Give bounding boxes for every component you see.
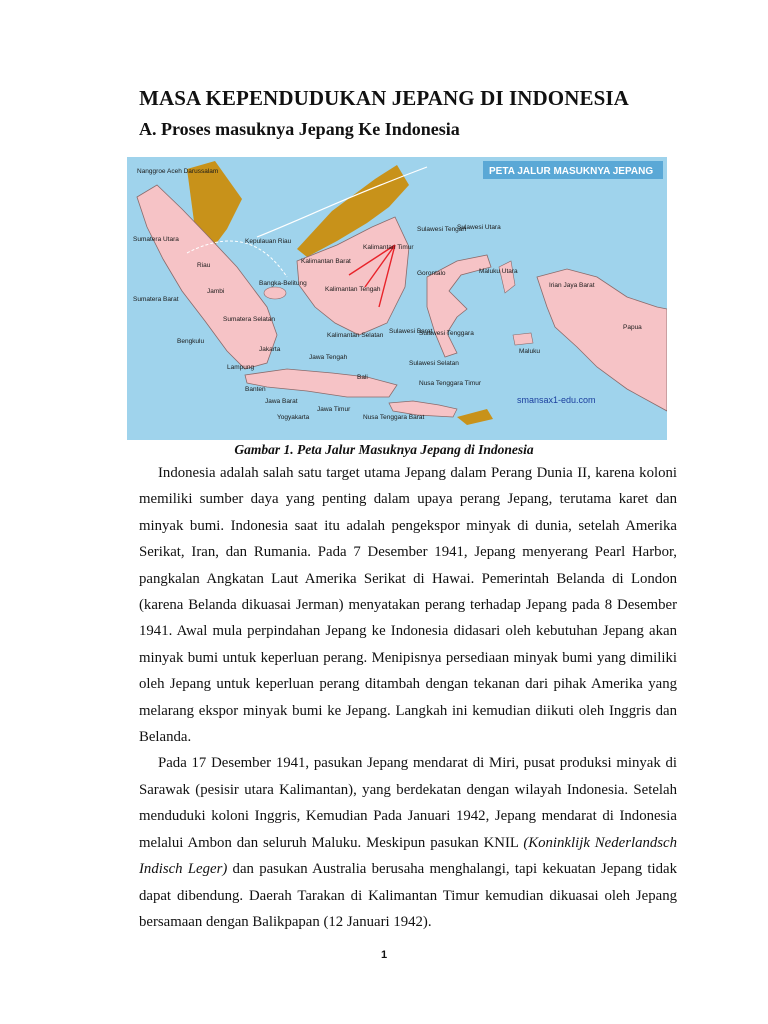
- label-sulbar: Sulawesi Barat: [389, 328, 433, 335]
- paragraph-1: Indonesia adalah salah satu target utama Jepang dalam Perang Dunia II, karena koloni memiliki sumber daya yang penting dalam upaya perang Jepang, terutama karet dan minyak bumi. Indonesia saat itu adalah pengekspor minyak di dunia, setelah Amerika Serikat, Iran, dan Rumania. Pada 7 Desember 1941, Jepang menyerang Pearl Harbor, pangkalan Angkatan Laut Amerika Serikat di Hawai. Pemerintah Belanda di London (karena Belanda dikuasai Jerman) menyatakan perang terhadap Jepang pada 8 Desember 1941. Awal mula perpindahan Jepang ke Indonesia didasari oleh kebutuhan Jepang akan minyak bumi untuk keperluan perang. Menipisnya persediaan minyak bumi yang dimiliki oleh Jepang untuk keperluan perang ditambah dengan tekanan dari pihak Amerika yang melarang ekspor minyak bumi ke Jepang. Langkah ini kemudian diikuti oleh Inggris dan Belanda.: [139, 465, 677, 746]
- label-lampung: Lampung: [227, 364, 255, 371]
- label-kalsel: Kalimantan Selatan: [327, 332, 384, 339]
- section-heading: A. Proses masuknya Jepang Ke Indonesia: [139, 119, 460, 139]
- paragraph-2: [139, 750, 677, 935]
- seram: [513, 333, 533, 345]
- label-banten: Banten: [245, 386, 266, 393]
- label-aceh: Nanggroe Aceh Darussalam: [137, 168, 219, 175]
- label-yogya: Yogyakarta: [277, 414, 310, 421]
- label-jateng: Jawa Tengah: [309, 354, 348, 361]
- map-title: PETA JALUR MASUKNYA JEPANG: [489, 166, 654, 177]
- label-jambi: Jambi: [207, 288, 225, 295]
- label-kalbar: Kalimantan Barat: [301, 258, 351, 265]
- body-text: [139, 460, 677, 935]
- label-ntt: Nusa Tenggara Timur: [419, 380, 482, 387]
- paragraph-2-text-end: dan pasukan Australia berusaha menghalangi, tapi kekuatan Jepang tidak dapat dibendung. Daerah Tarakan di Kalimantan Timur kemudian dikuasai oleh Jepang bersamaan dengan Balikpapan (12 Januari 1942).: [139, 861, 677, 930]
- map-watermark: smansax1-edu.com: [517, 395, 596, 405]
- label-sumut: Sumatera Utara: [133, 236, 179, 243]
- paragraph-2-italic: (Koninklijk Nederlandsch Indisch Leger): [139, 834, 677, 878]
- bangka: [264, 287, 286, 299]
- label-jakarta: Jakarta: [259, 346, 281, 353]
- figure-caption: Gambar 1. Peta Jalur Masuknya Jepang di Indonesia: [234, 442, 534, 457]
- paragraph-2-text: Pada 17 Desember 1941, pasukan Jepang mendarat di Miri, pusat produksi minyak di Sarawak (pesisir utara Kalimantan), yang berdekatan dengan wilayah Indonesia. Setelah menduduki koloni Inggris, Kemudian Pada Januari 1942, Jepang mendarat di Indonesia melalui Ambon dan seluruh Maluku. Meskipun pasukan KNIL: [139, 755, 677, 851]
- label-sulteng: Sulawesi Tengah: [417, 226, 467, 233]
- label-sultra: Sulawesi Tenggara: [419, 330, 474, 337]
- indonesia-map: [127, 157, 667, 440]
- document-title: MASA KEPENDUDUKAN JEPANG DI INDONESIA: [139, 86, 629, 110]
- label-bali: Bali: [357, 374, 368, 381]
- label-riau: Riau: [197, 262, 211, 269]
- label-ntb: Nusa Tenggara Barat: [363, 414, 425, 421]
- label-kepri: Kepulauan Riau: [245, 238, 292, 245]
- route-map-figure: [127, 157, 667, 440]
- label-sumsel: Sumatera Selatan: [223, 316, 276, 323]
- page-number: 1: [380, 949, 388, 961]
- label-babel: Bangka-Belitung: [259, 280, 307, 287]
- label-bengkulu: Bengkulu: [177, 338, 205, 345]
- label-sumbar: Sumatera Barat: [133, 296, 179, 303]
- label-jatim: Jawa Timur: [317, 406, 351, 413]
- label-papua: Papua: [623, 324, 642, 331]
- label-gorontalo: Gorontalo: [417, 270, 446, 277]
- label-malut: Maluku Utara: [479, 268, 518, 275]
- label-maluku: Maluku: [519, 348, 540, 355]
- label-kalteng: Kalimantan Tengah: [325, 286, 381, 293]
- label-sulut: Sulawesi Utara: [457, 224, 501, 231]
- label-jabar: Jawa Barat: [265, 398, 298, 405]
- label-irjabar: Irian Jaya Barat: [549, 282, 595, 289]
- label-kaltim: Kalimantan Timur: [363, 244, 414, 251]
- label-sulsel: Sulawesi Selatan: [409, 360, 459, 367]
